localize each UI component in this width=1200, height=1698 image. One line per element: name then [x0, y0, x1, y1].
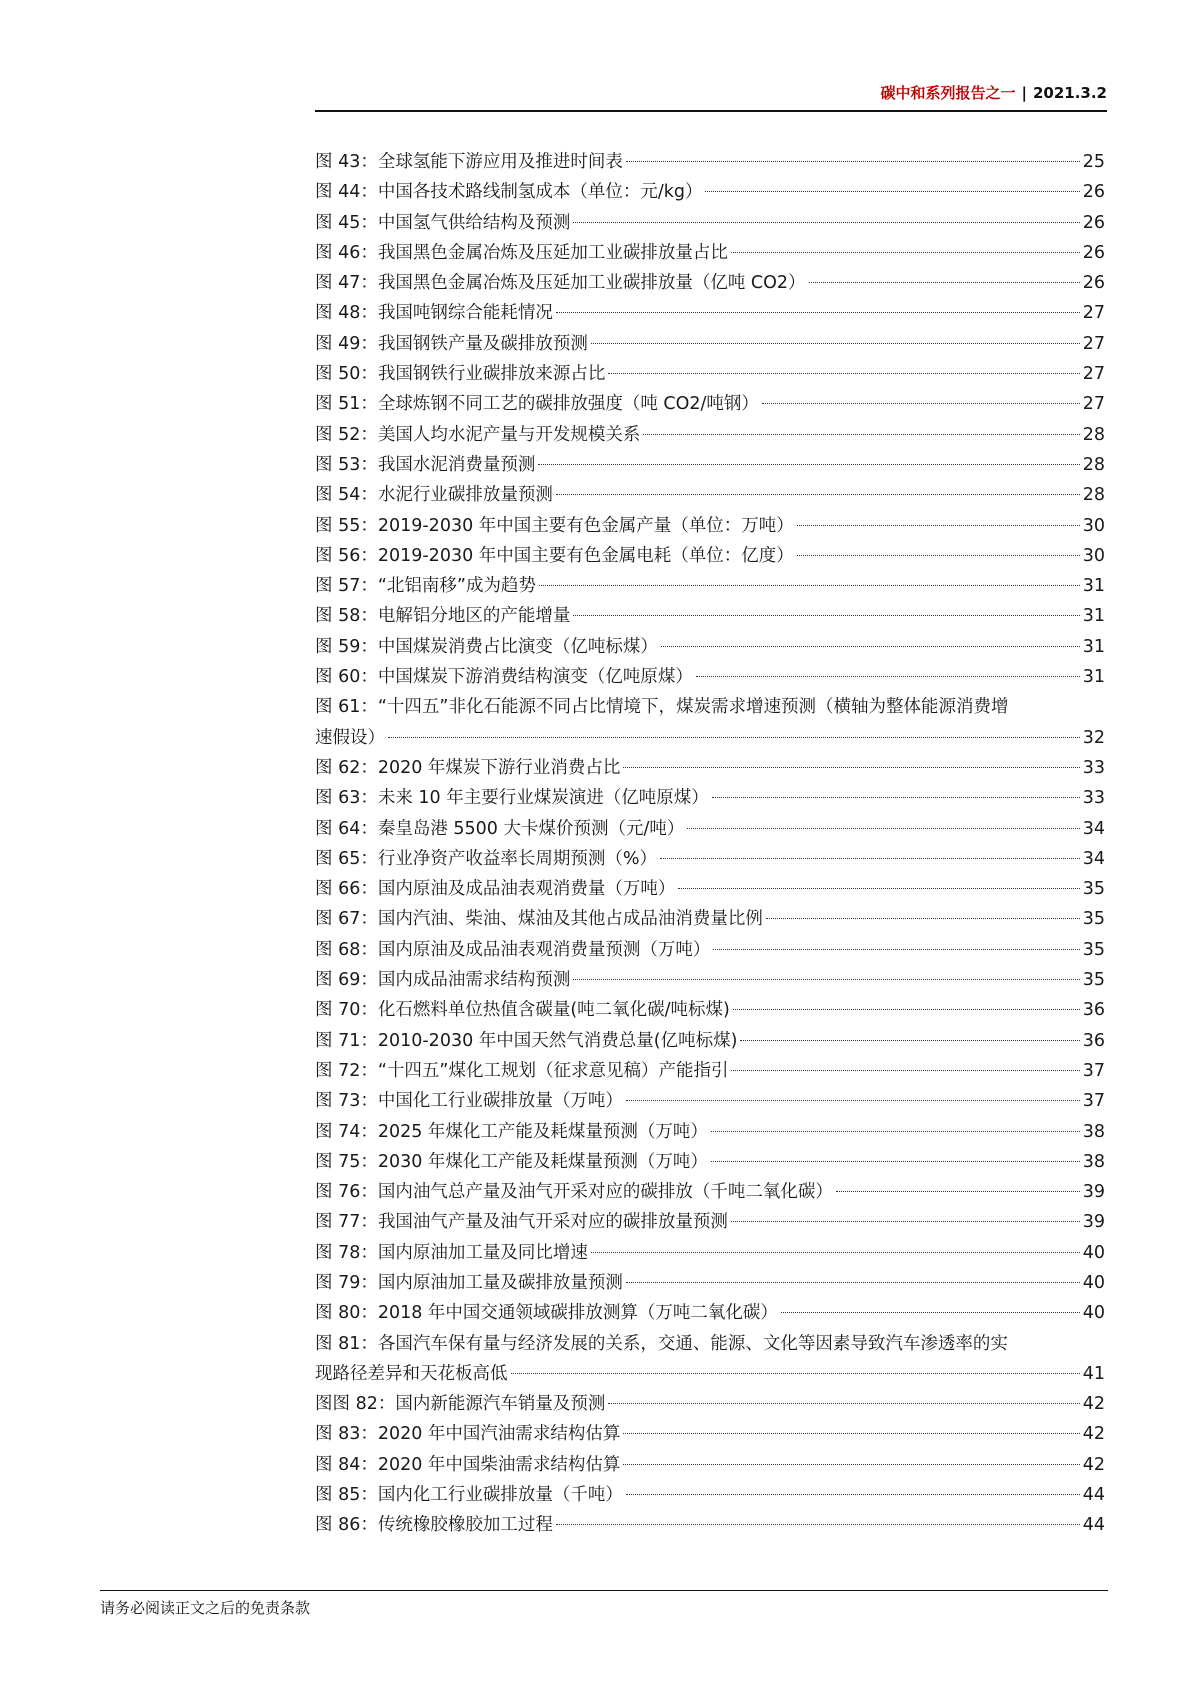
toc-entry[interactable] [315, 632, 1105, 662]
toc-entry[interactable] [315, 965, 1105, 995]
dot-leader [711, 1161, 1080, 1162]
dot-leader [573, 222, 1079, 223]
toc-entry-row [315, 268, 1105, 298]
toc-entry-page-number: 44 [1082, 1485, 1105, 1506]
toc-entry-row [315, 814, 1105, 844]
toc-entry-page-number: 33 [1082, 757, 1105, 778]
toc-entry-row [315, 147, 1105, 177]
toc-entry-row [315, 389, 1105, 419]
toc-entry-page-number: 41 [1082, 1363, 1105, 1384]
toc-entry-page-number: 36 [1082, 1030, 1105, 1051]
toc-entry-row [315, 329, 1105, 359]
toc-entry[interactable] [315, 238, 1105, 268]
toc-entry-title: 速假设） [315, 727, 385, 748]
toc-entry-page-number: 26 [1082, 212, 1105, 233]
toc-entry[interactable] [315, 1086, 1105, 1116]
toc-entry-title: 图 59：中国煤炭消费占比演变（亿吨标煤） [315, 636, 658, 657]
dot-leader [626, 1494, 1080, 1495]
toc-entry-title: 图 70：化石燃料单位热值含碳量(吨二氧化碳/吨标煤) [315, 1000, 730, 1021]
toc-entry-page-number: 26 [1082, 273, 1105, 294]
report-date: 2021.3.2 [1032, 84, 1107, 102]
toc-entry-page-number: 42 [1082, 1394, 1105, 1415]
toc-entry-row [315, 450, 1105, 480]
dot-leader [678, 888, 1079, 889]
toc-entry-title: 图 75：2030 年煤化工产能及耗煤量预测（万吨） [315, 1151, 708, 1172]
toc-entry[interactable] [315, 208, 1105, 238]
toc-entry-title: 图图 82：国内新能源汽车销量及预测 [315, 1394, 606, 1415]
toc-entry[interactable] [315, 601, 1105, 631]
toc-entry-page-number: 27 [1082, 394, 1105, 415]
toc-entry-title: 图 71：2010-2030 年中国天然气消费总量(亿吨标煤) [315, 1030, 738, 1051]
toc-entry-row [315, 208, 1105, 238]
toc-entry-title: 图 74：2025 年煤化工产能及耗煤量预测（万吨） [315, 1121, 708, 1142]
toc-entry-title: 图 53：我国水泥消费量预测 [315, 454, 536, 475]
toc-entry-page-number: 27 [1082, 303, 1105, 324]
toc-entry-row [315, 1268, 1105, 1298]
header-separator: | [1021, 84, 1027, 102]
dot-leader [809, 282, 1080, 283]
toc-entry[interactable] [315, 692, 1105, 753]
dot-leader [643, 434, 1079, 435]
toc-entry[interactable] [315, 1510, 1105, 1540]
toc-entry[interactable] [315, 420, 1105, 450]
dot-leader [797, 525, 1080, 526]
toc-entry-page-number: 26 [1082, 242, 1105, 263]
toc-entry[interactable] [315, 511, 1105, 541]
toc-entry-title: 图 54：水泥行业碳排放量预测 [315, 485, 553, 506]
toc-entry-title: 图 62：2020 年煤炭下游行业消费占比 [315, 757, 621, 778]
toc-entry-row [315, 753, 1105, 783]
toc-entry-row [315, 511, 1105, 541]
toc-entry-row [315, 723, 1105, 753]
toc-entry-title: 图 72：“十四五”煤化工规划（征求意见稿）产能指引 [315, 1060, 729, 1081]
toc-entry-row [315, 965, 1105, 995]
dot-leader [573, 979, 1079, 980]
toc-entry-title: 图 68：国内原油及成品油表观消费量预测（万吨） [315, 939, 711, 960]
dot-leader [711, 1131, 1080, 1132]
toc-entry[interactable] [315, 814, 1105, 844]
toc-entry[interactable] [315, 1117, 1105, 1147]
toc-entry-page-number: 39 [1082, 1182, 1105, 1203]
toc-entry-page-number: 35 [1082, 970, 1105, 991]
toc-entry[interactable] [315, 844, 1105, 874]
toc-entry-title: 图 63：未来 10 年主要行业煤炭演进（亿吨原煤） [315, 788, 709, 809]
toc-entry-row [315, 874, 1105, 904]
toc-entry[interactable] [315, 329, 1105, 359]
toc-entry-title: 图 50：我国钢铁行业碳排放来源占比 [315, 364, 606, 385]
dot-leader [696, 676, 1080, 677]
toc-entry-page-number: 26 [1082, 182, 1105, 203]
toc-entry[interactable] [315, 1026, 1105, 1056]
dot-leader [797, 555, 1080, 556]
toc-entry[interactable] [315, 1450, 1105, 1480]
toc-entry-page-number: 31 [1082, 576, 1105, 597]
dot-leader [731, 1070, 1079, 1071]
toc-entry[interactable] [315, 177, 1105, 207]
toc-entry-row [315, 1298, 1105, 1328]
dot-leader [608, 1403, 1079, 1404]
toc-entry-page-number: 37 [1082, 1091, 1105, 1112]
toc-entry-title: 图 84：2020 年中国柴油需求结构估算 [315, 1454, 621, 1475]
toc-entry[interactable] [315, 1480, 1105, 1510]
toc-entry[interactable] [315, 1268, 1105, 1298]
toc-entry[interactable] [315, 995, 1105, 1025]
page-footer [100, 1590, 1108, 1619]
toc-entry-title: 图 45：中国氢气供给结构及预测 [315, 212, 571, 233]
toc-entry[interactable] [315, 450, 1105, 480]
toc-entry-row [315, 1238, 1105, 1268]
toc-entry-row [315, 1177, 1105, 1207]
toc-entry-row [315, 298, 1105, 328]
toc-entry-page-number: 37 [1082, 1060, 1105, 1081]
toc-entry-title: 图 78：国内原油加工量及同比增速 [315, 1242, 588, 1263]
dot-leader [712, 797, 1080, 798]
toc-entry-row [315, 1117, 1105, 1147]
dot-leader [660, 858, 1080, 859]
toc-entry[interactable] [315, 783, 1105, 813]
toc-entry-page-number: 31 [1082, 606, 1105, 627]
toc-entry[interactable] [315, 1419, 1105, 1449]
toc-entry-page-number: 33 [1082, 788, 1105, 809]
dot-leader [781, 1312, 1080, 1313]
toc-entry-page-number: 42 [1082, 1424, 1105, 1445]
toc-entry-row [315, 1419, 1105, 1449]
toc-entry-row [315, 935, 1105, 965]
toc-entry-title: 图 52：美国人均水泥产量与开发规模关系 [315, 424, 641, 445]
toc-entry-page-number: 30 [1082, 515, 1105, 536]
toc-entry-title: 图 65：行业净资产收益率长周期预测（%） [315, 848, 657, 869]
toc-entry-row [315, 1147, 1105, 1177]
toc-entry-row [315, 480, 1105, 510]
toc-entry[interactable] [315, 389, 1105, 419]
toc-entry[interactable] [315, 1147, 1105, 1177]
toc-entry[interactable] [315, 935, 1105, 965]
toc-entry-title: 图 86：传统橡胶橡胶加工过程 [315, 1515, 553, 1536]
toc-entry-row [315, 1359, 1105, 1389]
dot-leader [740, 1040, 1079, 1041]
dot-leader [762, 403, 1080, 404]
toc-entry-row [315, 571, 1105, 601]
dot-leader [556, 312, 1080, 313]
toc-entry-row [315, 1086, 1105, 1116]
toc-entry-page-number: 35 [1082, 939, 1105, 960]
toc-entry-row [315, 1389, 1105, 1419]
toc-entry-row [315, 844, 1105, 874]
toc-entry-page-number: 42 [1082, 1454, 1105, 1475]
toc-entry-title: 图 77：我国油气产量及油气开采对应的碳排放量预测 [315, 1212, 728, 1233]
dot-leader [556, 1524, 1080, 1525]
toc-entry-page-number: 44 [1082, 1515, 1105, 1536]
dot-leader [731, 1221, 1080, 1222]
dot-leader [591, 343, 1080, 344]
dot-leader [623, 1433, 1079, 1434]
dot-leader [388, 737, 1080, 738]
toc-entry-title: 图 73：中国化工行业碳排放量（万吨） [315, 1091, 623, 1112]
toc-entry[interactable] [315, 1177, 1105, 1207]
dot-leader [623, 1464, 1079, 1465]
toc-entry-title: 图 44：中国各技术路线制氢成本（单位：元/kg） [315, 182, 703, 203]
dot-leader [623, 767, 1079, 768]
toc-entry[interactable] [315, 874, 1105, 904]
toc-entry-title: 图 69：国内成品油需求结构预测 [315, 970, 571, 991]
toc-entry-title: 图 66：国内原油及成品油表观消费量（万吨） [315, 879, 676, 900]
toc-entry-page-number: 31 [1082, 636, 1105, 657]
dot-leader [538, 464, 1079, 465]
toc-entry[interactable] [315, 1298, 1105, 1328]
toc-entry-title: 图 57：“北铝南移”成为趋势 [315, 576, 536, 597]
toc-entry-title: 图 55：2019-2030 年中国主要有色金属产量（单位：万吨） [315, 515, 794, 536]
toc-entry-title: 图 67：国内汽油、柴油、煤油及其他占成品油消费量比例 [315, 909, 763, 930]
toc-entry-title: 图 58：电解铝分地区的产能增量 [315, 606, 571, 627]
toc-entry-page-number: 38 [1082, 1151, 1105, 1172]
toc-entry-row [315, 177, 1105, 207]
toc-entry-title: 图 49：我国钢铁产量及碳排放预测 [315, 333, 588, 354]
toc-entry-page-number: 39 [1082, 1212, 1105, 1233]
toc-entry-title: 图 76：国内油气总产量及油气开采对应的碳排放（千吨二氧化碳） [315, 1182, 833, 1203]
toc-entry-page-number: 31 [1082, 667, 1105, 688]
dot-leader [573, 615, 1079, 616]
toc-entry-title: 图 47：我国黑色金属冶炼及压延加工业碳排放量（亿吨 CO2） [315, 273, 806, 294]
toc-entry-title: 图 43：全球氢能下游应用及推进时间表 [315, 152, 623, 172]
toc-entry-row [315, 904, 1105, 934]
toc-entry-row [315, 662, 1105, 692]
toc-entry-title: 图 83：2020 年中国汽油需求结构估算 [315, 1424, 621, 1445]
toc-entry-row [315, 1480, 1105, 1510]
toc-entry[interactable] [315, 1329, 1105, 1390]
dot-leader [766, 918, 1080, 919]
toc-entry[interactable] [315, 571, 1105, 601]
toc-entry[interactable] [315, 1238, 1105, 1268]
toc-entry-row [315, 541, 1105, 571]
toc-entry[interactable] [315, 147, 1105, 177]
report-series-title: 碳中和系列报告之一 [880, 84, 1016, 102]
toc-entry-row [315, 601, 1105, 631]
page-header [315, 82, 1107, 112]
toc-entry-page-number: 27 [1082, 364, 1105, 385]
dot-leader [733, 1009, 1080, 1010]
toc-entry-page-number: 40 [1082, 1272, 1105, 1293]
toc-entry-page-number: 38 [1082, 1121, 1105, 1142]
toc-entry-title: 图 80：2018 年中国交通领域碳排放测算（万吨二氧化碳） [315, 1303, 778, 1324]
toc-entry[interactable] [315, 753, 1105, 783]
toc-entry-page-number: 40 [1082, 1303, 1105, 1324]
toc-entry-page-number: 36 [1082, 1000, 1105, 1021]
toc-entry-page-number: 30 [1082, 545, 1105, 566]
toc-entry[interactable] [315, 268, 1105, 298]
toc-entry-page-number: 25 [1082, 152, 1105, 172]
dot-leader [626, 1282, 1080, 1283]
dot-leader [731, 252, 1080, 253]
toc-entry-page-number: 40 [1082, 1242, 1105, 1263]
dot-leader [591, 1252, 1080, 1253]
dot-leader [626, 161, 1080, 162]
toc-entry-row [315, 238, 1105, 268]
toc-entry-title: 现路径差异和天花板高低 [315, 1363, 508, 1384]
toc-entry[interactable] [315, 904, 1105, 934]
toc-entry-row [315, 359, 1105, 389]
toc-entry[interactable] [315, 298, 1105, 328]
figure-table-of-contents [315, 147, 1105, 1541]
toc-entry-title: 图 56：2019-2030 年中国主要有色金属电耗（单位：亿度） [315, 545, 794, 566]
dot-leader [713, 949, 1079, 950]
toc-entry-page-number: 34 [1082, 848, 1105, 869]
toc-entry-title: 图 79：国内原油加工量及碳排放量预测 [315, 1272, 623, 1293]
toc-entry-page-number: 35 [1082, 909, 1105, 930]
toc-entry-page-number: 28 [1082, 424, 1105, 445]
toc-entry[interactable] [315, 1207, 1105, 1237]
toc-entry-row [315, 420, 1105, 450]
toc-entry-title-line1: 图 61：“十四五”非化石能源不同占比情境下，煤炭需求增速预测（横轴为整体能源消费增 [315, 697, 1009, 718]
toc-entry[interactable] [315, 541, 1105, 571]
toc-entry-row [315, 995, 1105, 1025]
dot-leader [539, 585, 1080, 586]
dot-leader [836, 1191, 1080, 1192]
header-line [315, 82, 1107, 104]
toc-entry-row [315, 1056, 1105, 1086]
toc-entry-row [315, 1026, 1105, 1056]
toc-entry-page-number: 28 [1082, 485, 1105, 506]
dot-leader [705, 191, 1079, 192]
disclaimer-notice: 请务必阅读正文之后的免责条款 [100, 1599, 311, 1617]
toc-entry-row [315, 783, 1105, 813]
toc-entry-title: 图 48：我国吨钢综合能耗情况 [315, 303, 553, 324]
dot-leader [608, 373, 1079, 374]
toc-entry-title: 图 46：我国黑色金属冶炼及压延加工业碳排放量占比 [315, 242, 728, 263]
toc-entry-page-number: 35 [1082, 879, 1105, 900]
dot-leader [626, 1100, 1080, 1101]
toc-entry-page-number: 28 [1082, 454, 1105, 475]
toc-entry-title: 图 51：全球炼钢不同工艺的碳排放强度（吨 CO2/吨钢） [315, 394, 759, 415]
toc-entry-title-line1: 图 81：各国汽车保有量与经济发展的关系，交通、能源、文化等因素导致汽车渗透率的实 [315, 1333, 1008, 1354]
dot-leader [687, 828, 1079, 829]
toc-entry[interactable] [315, 662, 1105, 692]
toc-entry[interactable] [315, 359, 1105, 389]
toc-entry[interactable] [315, 480, 1105, 510]
toc-entry-row [315, 632, 1105, 662]
toc-entry-page-number: 27 [1082, 333, 1105, 354]
toc-entry-title: 图 64：秦皇岛港 5500 大卡煤价预测（元/吨） [315, 818, 685, 839]
dot-leader [511, 1373, 1080, 1374]
toc-entry-row [315, 1207, 1105, 1237]
dot-leader [556, 494, 1080, 495]
toc-entry-title: 图 85：国内化工行业碳排放量（千吨） [315, 1485, 623, 1506]
toc-entry-row [315, 1510, 1105, 1540]
toc-entry-row [315, 1450, 1105, 1480]
toc-entry[interactable] [315, 1056, 1105, 1086]
toc-entry-title: 图 60：中国煤炭下游消费结构演变（亿吨原煤） [315, 667, 693, 688]
dot-leader [661, 646, 1080, 647]
toc-entry-page-number: 34 [1082, 818, 1105, 839]
toc-entry[interactable] [315, 1389, 1105, 1419]
toc-entry-page-number: 32 [1082, 727, 1105, 748]
